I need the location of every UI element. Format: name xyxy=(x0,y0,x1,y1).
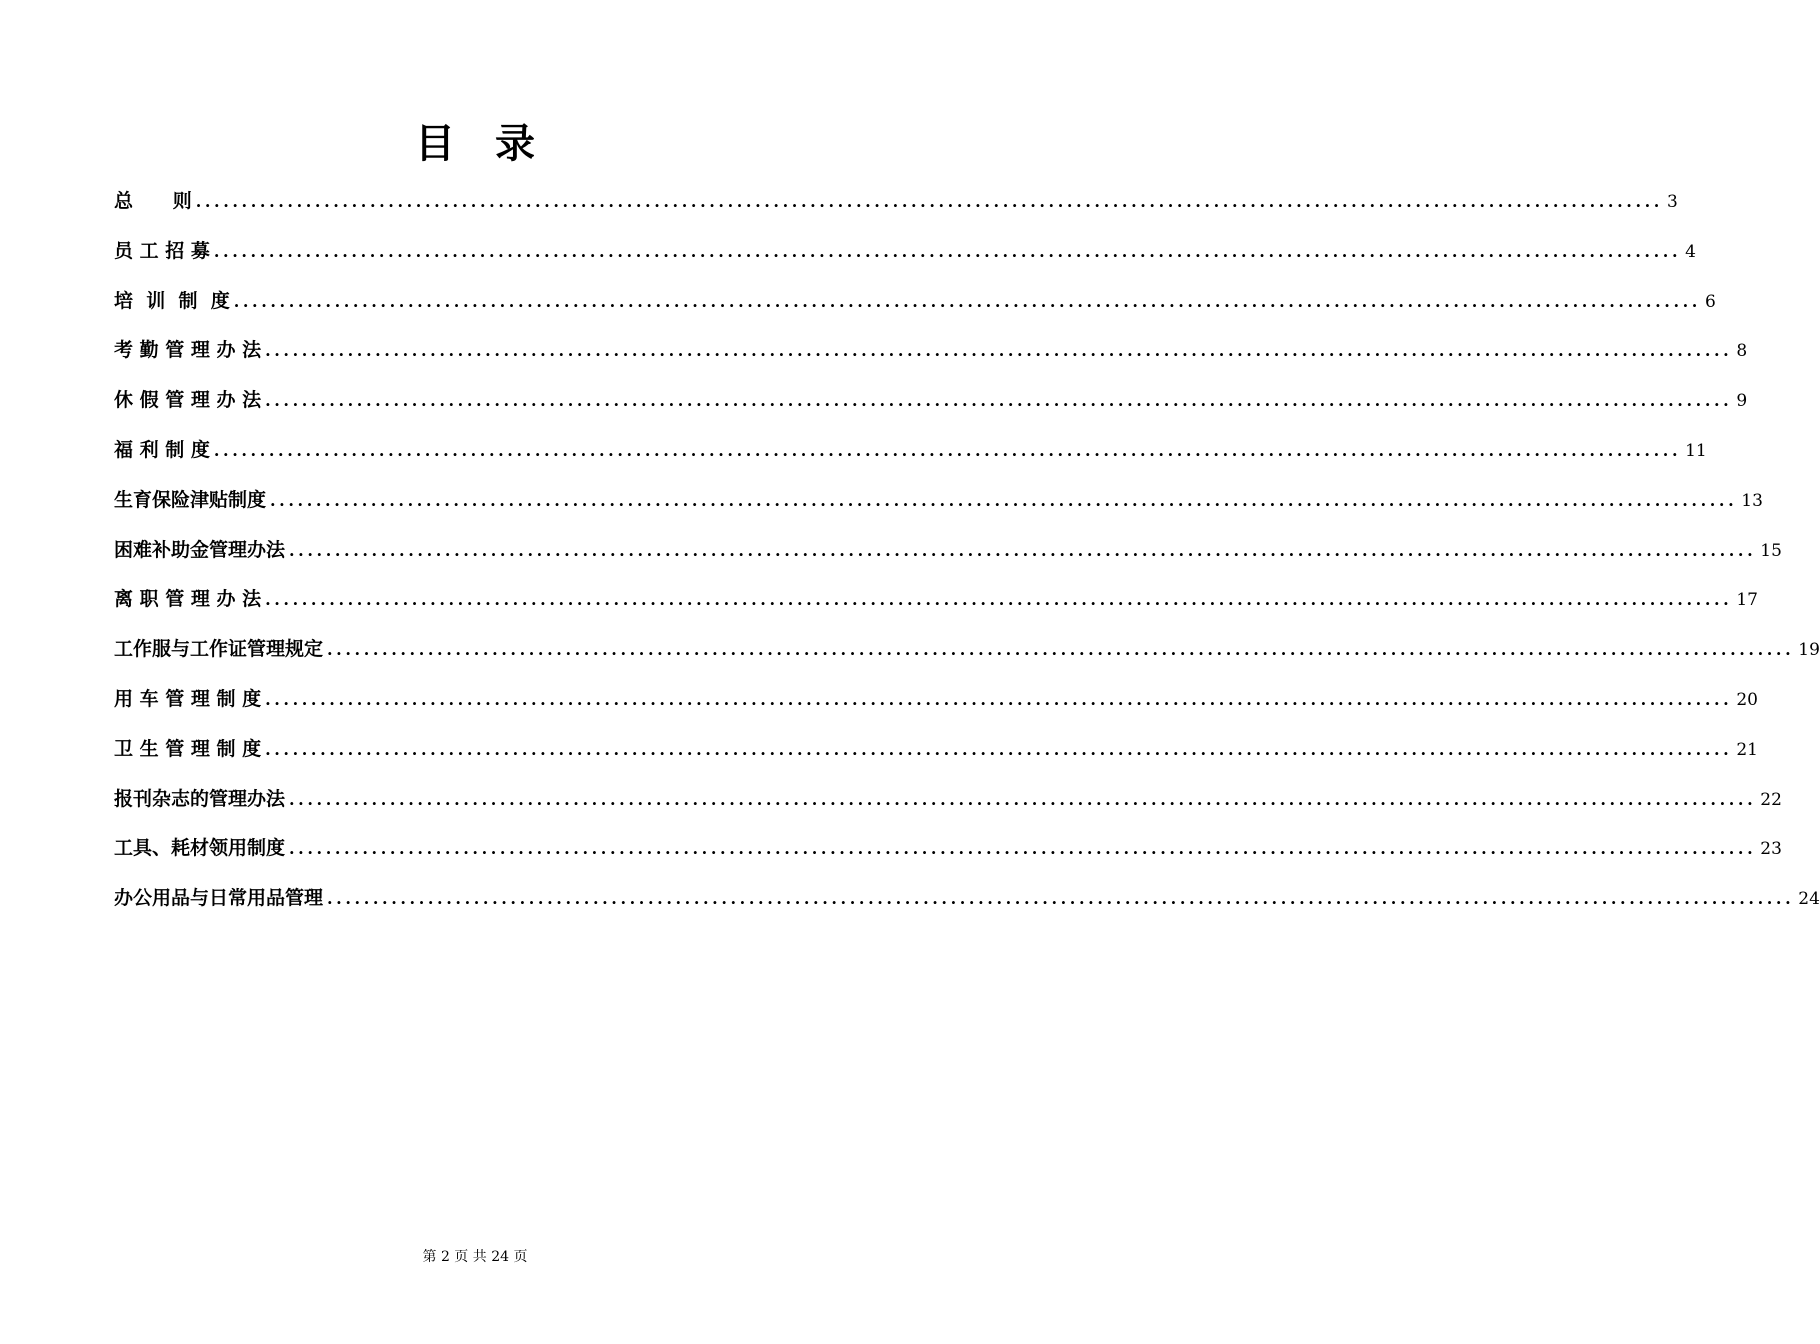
toc-entry-title: 用 车 管 理 制 度 xyxy=(114,687,262,710)
toc-entry-title: 福 利 制 度 xyxy=(114,438,210,461)
toc-leader-dots: ................................................................................................................................................................ xyxy=(195,192,1663,211)
toc-entry-page: 8 xyxy=(1736,341,1748,362)
toc-entry-page: 4 xyxy=(1685,241,1696,262)
toc-entry-page: 21 xyxy=(1736,739,1758,760)
toc-entry[interactable] xyxy=(114,485,1763,535)
toc-leader-dots: ................................................................................................................................................................ xyxy=(289,839,1757,859)
toc-leader-dots: ................................................................................................................................................................ xyxy=(265,341,1733,361)
toc-entry-page: 11 xyxy=(1685,440,1707,461)
toc-entry-title: 报刊杂志的管理办法 xyxy=(114,787,286,810)
toc-entry-title: 总 则 xyxy=(114,190,192,212)
page-footer: 第 2 页 共 24 页 xyxy=(422,1249,528,1265)
toc-entry[interactable] xyxy=(114,286,1716,336)
title-char-1: 目 xyxy=(415,120,455,167)
toc-entry[interactable] xyxy=(114,634,1820,684)
toc-entry-page: 13 xyxy=(1741,490,1763,511)
toc-entry-title: 卫 生 管 理 制 度 xyxy=(114,737,262,760)
toc-leader-dots: ................................................................................................................................................................ xyxy=(213,241,1682,261)
toc-entry-title: 困难补助金管理办法 xyxy=(114,538,286,561)
toc-entry[interactable] xyxy=(114,784,1782,834)
toc-entry-title: 离 职 管 理 办 法 xyxy=(114,588,262,611)
toc-entry-page: 19 xyxy=(1798,640,1820,661)
toc-entry[interactable] xyxy=(114,385,1748,435)
toc-entry-title: 员 工 招 募 xyxy=(114,239,210,262)
toc-entry-title: 休 假 管 理 办 法 xyxy=(114,389,262,412)
toc-entry-page: 9 xyxy=(1736,391,1748,412)
toc-entry[interactable] xyxy=(114,535,1782,585)
toc-leader-dots: ................................................................................................................................................................ xyxy=(270,490,1738,510)
toc-entry[interactable] xyxy=(114,883,1820,933)
toc-leader-dots: ................................................................................................................................................................ xyxy=(327,889,1795,909)
toc-leader-dots: ................................................................................................................................................................ xyxy=(265,739,1733,759)
toc-entry-title: 生育保险津贴制度 xyxy=(114,488,267,511)
toc-leader-dots: ................................................................................................................................................................ xyxy=(265,590,1733,610)
toc-entry[interactable] xyxy=(114,236,1696,286)
toc-entry-title: 工具、耗材领用制度 xyxy=(114,837,286,860)
toc-entry-title: 办公用品与日常用品管理 xyxy=(114,887,324,910)
toc-leader-dots: ................................................................................................................................................................ xyxy=(327,640,1795,660)
toc-leader-dots: ................................................................................................................................................................ xyxy=(265,689,1733,709)
toc-entry[interactable] xyxy=(114,833,1782,883)
toc-entry[interactable] xyxy=(114,435,1707,485)
toc-leader-dots: ................................................................................................................................................................ xyxy=(289,540,1757,560)
toc-entry[interactable] xyxy=(114,186,1678,236)
toc-entry-title: 工作服与工作证管理规定 xyxy=(114,638,324,661)
toc-entry-title: 考 勤 管 理 办 法 xyxy=(114,339,262,362)
title-char-2: 录 xyxy=(495,120,535,167)
toc-entry-page: 15 xyxy=(1760,540,1782,561)
toc-entry[interactable] xyxy=(114,734,1758,784)
toc-entry[interactable] xyxy=(114,335,1748,385)
toc-leader-dots: ................................................................................................................................................................ xyxy=(213,440,1682,460)
toc-entry-title: 培 训 制 度 xyxy=(114,289,230,312)
toc-entry-page: 20 xyxy=(1736,689,1758,710)
toc-entry-page: 17 xyxy=(1736,590,1758,611)
toc-entry-page: 22 xyxy=(1760,789,1782,810)
toc-entry-page: 24 xyxy=(1798,889,1820,910)
toc-entry-page: 23 xyxy=(1760,839,1782,860)
toc-entry[interactable] xyxy=(114,584,1758,634)
table-of-contents xyxy=(114,186,1820,933)
toc-entry[interactable] xyxy=(114,684,1758,734)
toc-entry-page: 3 xyxy=(1666,192,1678,212)
toc-entry-page: 6 xyxy=(1704,291,1716,312)
toc-leader-dots: ................................................................................................................................................................ xyxy=(265,391,1733,411)
toc-leader-dots: ................................................................................................................................................................ xyxy=(289,789,1757,809)
page-title xyxy=(0,112,950,169)
toc-leader-dots: ................................................................................................................................................................ xyxy=(233,291,1701,311)
